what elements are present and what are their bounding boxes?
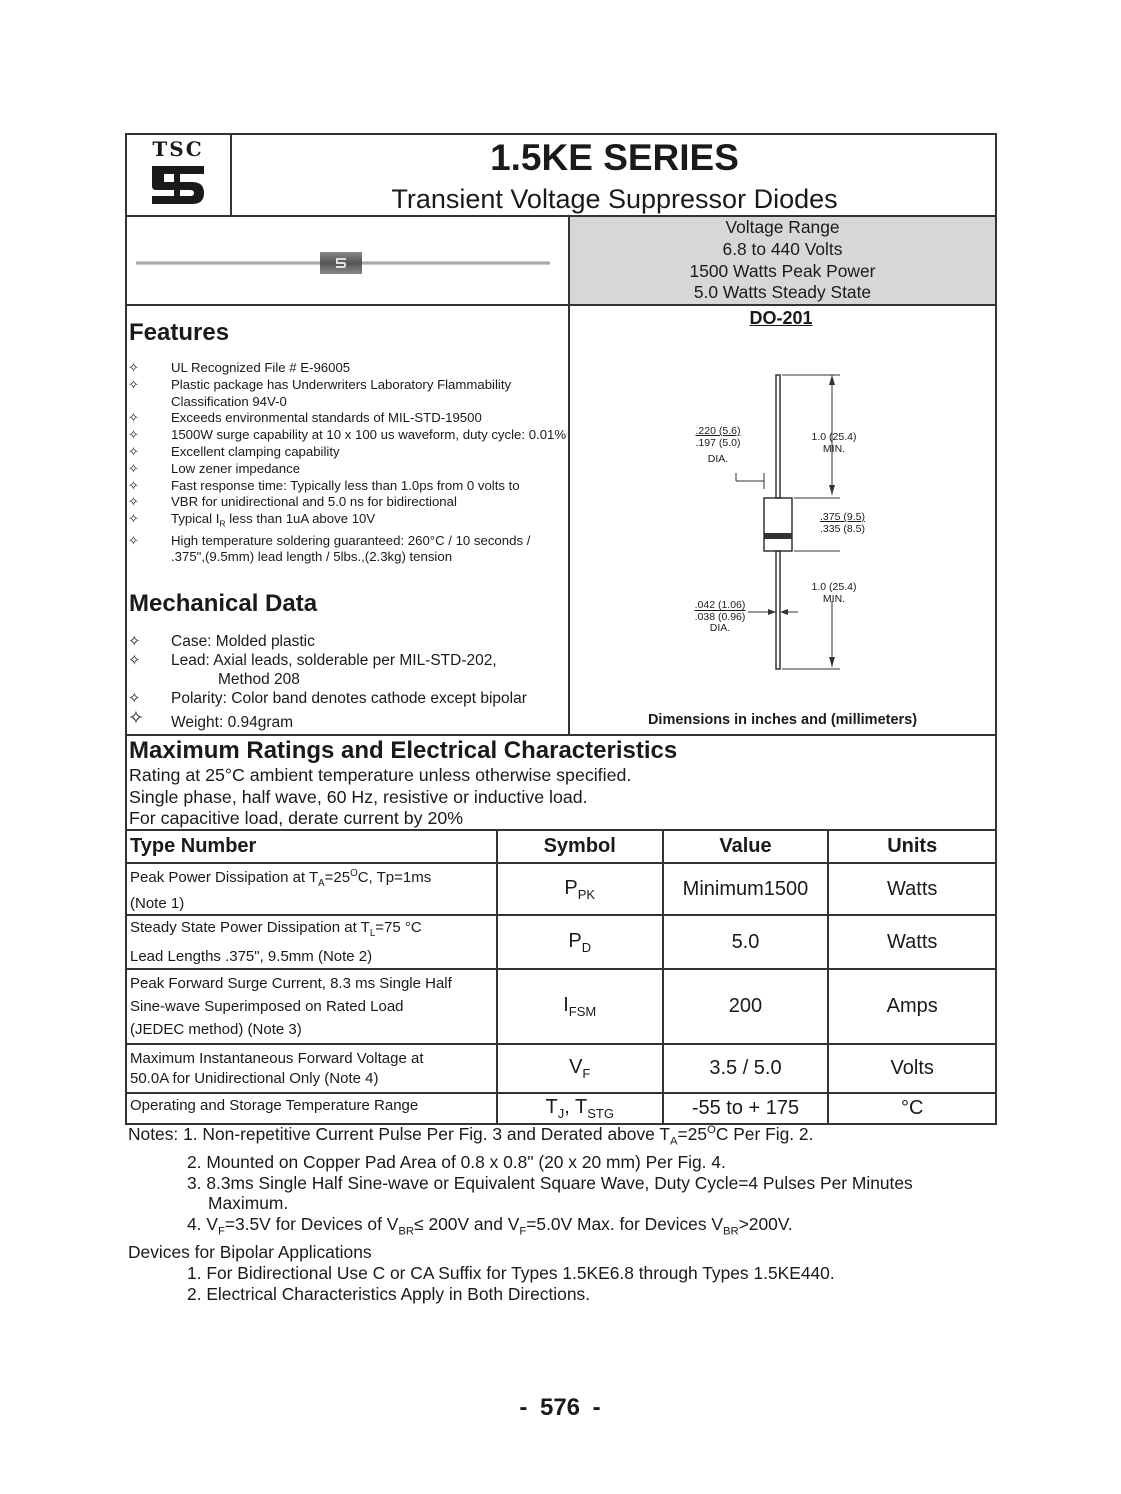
- features-list: [126, 360, 568, 566]
- list-item: ✧ Typical $I_R$ less than 1uA above 10V: [128, 511, 376, 529]
- ratings-table: [125, 829, 997, 1125]
- note-3: 3. 8.3ms Single Half Sine-wave or Equivalent Square Wave, Duty Cycle=4 Pulses Per Minutes: [187, 1172, 913, 1193]
- spec-voltage-range: 6.8 to 440 Volts: [722, 238, 843, 259]
- list-item: ✧ Excellent clamping capability: [128, 443, 340, 459]
- list-item: ✧ 1500W surge capability at 10 x 100 us waveform, duty cycle: 0.01%: [128, 427, 567, 443]
- list-item: ✧ Case: Molded plastic: [128, 633, 315, 650]
- diode-logo-icon: [334, 256, 348, 270]
- bullet-icon: ✧: [128, 652, 141, 669]
- bipolar-note-1: 1. For Bidirectional Use C or CA Suffix for Types 1.5KE6.8 through Types 1.5KE440.: [187, 1262, 835, 1283]
- mechanical-list: [126, 632, 568, 732]
- diode-image: [136, 248, 550, 278]
- spec-peak-power: 1500 Watts Peak Power: [689, 260, 876, 281]
- dim-lead-len-top: 1.0 (25.4): [811, 431, 857, 443]
- bullet-icon: ✧: [128, 360, 139, 375]
- list-item: Method 208: [218, 671, 300, 688]
- table-row: Peak Power Dissipation at $T_A=25^OC$, Tp=1ms (Note 1) $P_{PK}$ Minimum1500 Watts: [126, 863, 996, 915]
- list-item: ✧ Polarity: Color band denotes cathode except bipolar: [128, 690, 527, 707]
- ratings-condition-1: Rating at 25°C ambient temperature unless otherwise specified.: [129, 765, 632, 785]
- logo-text: TSC: [152, 137, 204, 161]
- note-3-cont: Maximum.: [208, 1193, 289, 1214]
- page-number: - 576 -: [519, 1394, 601, 1421]
- logo-mark-icon: [146, 162, 210, 208]
- notes-block: [128, 1120, 913, 1304]
- spec-divider: [125, 304, 997, 306]
- list-item: ✧ Low zener impedance: [128, 460, 301, 476]
- bullet-icon: ✧: [128, 410, 139, 426]
- ratings-condition-3: For capacitive load, derate current by 20%: [129, 808, 464, 828]
- ratings-title: Maximum Ratings and Electrical Characteristics: [129, 737, 678, 764]
- bullet-icon: ✧: [128, 532, 139, 548]
- bullet-icon: ✧: [128, 427, 139, 443]
- dim-body-len-max: .375 (9.5): [820, 511, 865, 523]
- dim-body-dia-label: DIA.: [707, 453, 729, 465]
- note-1: Notes: 1. Non-repetitive Current Pulse Per Fig. 3 and Derated above $T_A=25^OC$ Per Fig. 2.: [128, 1123, 814, 1148]
- col-symbol: Symbol: [497, 830, 663, 863]
- page-subtitle: Transient Voltage Suppressor Diodes: [391, 184, 838, 214]
- bullet-icon: ✧: [128, 494, 139, 510]
- list-item: ✧ Lead: Axial leads, solderable per MIL-STD-202,: [128, 652, 497, 669]
- dim-lead-dia-max: .042 (1.06): [694, 599, 746, 611]
- bullet-icon: ✧: [128, 633, 141, 650]
- spec-steady-state: 5.0 Watts Steady State: [693, 282, 872, 303]
- list-item: ✧ Plastic package has Underwriters Laboratory Flammability Classification 94V-0: [128, 376, 512, 409]
- dimensions-caption: Dimensions in inches and (millimeters): [647, 712, 918, 728]
- dim-lead-len-bottom: 1.0 (25.4): [811, 581, 857, 593]
- bullet-icon: ✧: [128, 376, 139, 392]
- package-name: DO-201: [749, 308, 813, 328]
- mechanical-title: Mechanical Data: [129, 590, 318, 617]
- bullet-icon: ✧: [128, 443, 139, 459]
- bipolar-note-2: 2. Electrical Characteristics Apply in Both Directions.: [187, 1283, 591, 1304]
- list-item: ✧ Exceeds environmental standards of MIL-STD-19500: [128, 410, 482, 426]
- bipolar-title: Devices for Bipolar Applications: [128, 1242, 372, 1263]
- table-row: Steady State Power Dissipation at $T_L=75$ °C Lead Lengths .375", 9.5mm (Note 2) $P_D$ 5.0 Watts: [126, 915, 996, 969]
- col-type-number: Type Number: [126, 830, 497, 863]
- company-logo: [132, 138, 224, 212]
- page-title: 1.5KE SERIES: [490, 137, 739, 178]
- bullet-icon: ✧: [128, 460, 139, 476]
- table-header-row: [126, 830, 996, 863]
- dim-body-dia-max: .220 (5.6): [695, 425, 741, 437]
- dim-body-dia-min: .197 (5.0): [695, 436, 741, 449]
- list-item: ✧ UL Recognized File # E-96005: [128, 360, 351, 375]
- list-item: ✧ VBR for unidirectional and 5.0 ns for bidirectional: [128, 494, 457, 510]
- list-item: ✧ Fast response time: Typically less than 1.0ps from 0 volts to: [128, 477, 520, 493]
- bullet-icon: ✧: [128, 511, 139, 527]
- dim-lead-dia-label: DIA.: [709, 622, 731, 634]
- note-2: 2. Mounted on Copper Pad Area of 0.8 x 0.8" (20 x 20 mm) Per Fig. 4.: [187, 1151, 726, 1172]
- ratings-condition-2: Single phase, half wave, 60 Hz, resistive or inductive load.: [129, 786, 588, 807]
- ratings-conditions: [129, 765, 631, 830]
- bullet-icon: ✧: [128, 690, 141, 707]
- features-title: Features: [129, 319, 230, 346]
- dim-lead-dia-min: .038 (0.96): [694, 610, 746, 623]
- spec-voltage-label: Voltage Range: [725, 217, 840, 237]
- dim-lead-len-bottom-min: MIN.: [822, 592, 846, 605]
- bullet-icon: ✧: [128, 477, 139, 493]
- dim-lead-len-top-min: MIN.: [822, 442, 846, 455]
- table-row: Maximum Instantaneous Forward Voltage at 50.0A for Unidirectional Only (Note 4) $V_F$ 3.5 / 5.0 Volts: [126, 1044, 996, 1093]
- list-item: ✧ High temperature soldering guaranteed: 260°C / 10 seconds / .375",(9.5mm) lead length / 5lbs.,(2.3kg) tension: [128, 532, 531, 565]
- col-value: Value: [663, 830, 829, 863]
- table-row: Peak Forward Surge Current, 8.3 ms Single Half Sine-wave Superimposed on Rated Load (JEDEC method) (Note 3) $I_{FSM}$ 200 Amps: [126, 969, 996, 1044]
- dim-body-len-min: .335 (8.5): [820, 522, 865, 535]
- note-4: 4. $V_F=3.5V$ for Devices of $V_{BR}\le 200V$ and $V_F=5.0V$ Max. for Devices $V_{BR}>200V$.: [187, 1214, 793, 1238]
- table-row: Operating and Storage Temperature Range $T_J$, $T_{STG}$ -55 to + 175 °C: [126, 1093, 996, 1124]
- list-item: ✧ Weight: 0.94gram: [128, 708, 294, 731]
- spec-summary: [570, 217, 995, 304]
- bullet-icon: ✧: [128, 708, 144, 729]
- col-units: Units: [828, 830, 996, 863]
